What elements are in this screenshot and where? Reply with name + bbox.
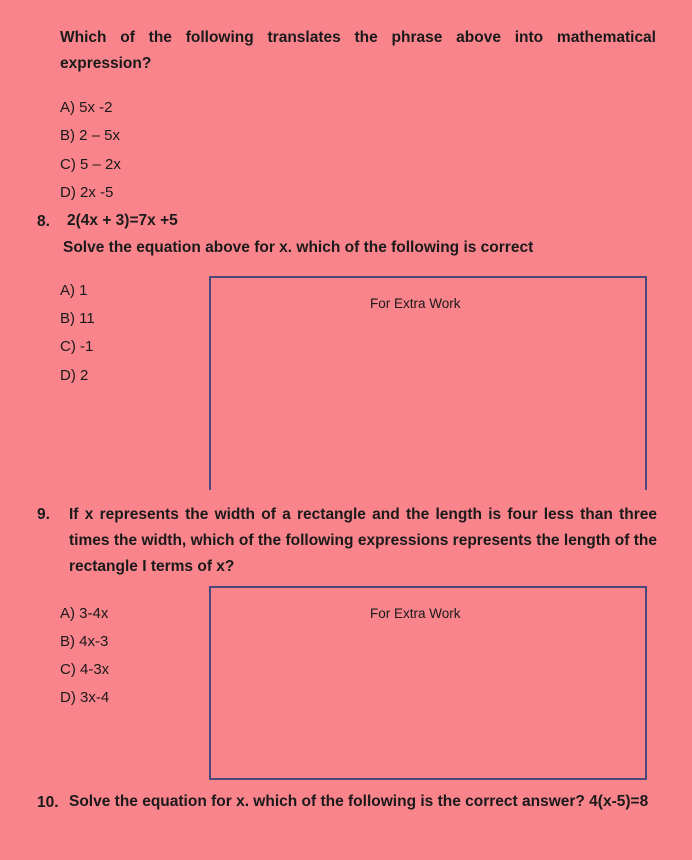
question-8-number: 8. <box>37 213 50 230</box>
question-7-text: Which of the following translates the phrase above into mathematical expression? <box>60 29 656 72</box>
q8-option-c[interactable]: C) -1 <box>60 338 94 355</box>
q9-option-c[interactable]: C) 4-3x <box>60 661 110 678</box>
q7-option-c[interactable]: C) 5 – 2x <box>60 156 121 173</box>
question-9-text: If x represents the width of a rectangle and the length is four less than three times the width, which of the following expressions represents the length of the rectangle I terms of x? <box>69 506 657 575</box>
q7-option-d[interactable]: D) 2x -5 <box>60 184 114 201</box>
question-8-prompt: Solve the equation above for x. which of the following is correct <box>63 239 534 256</box>
question-8-equation: 2(4x + 3)=7x +5 <box>67 212 178 229</box>
question-10-number: 10. <box>37 794 59 811</box>
q9-extra-work-label: For Extra Work <box>370 606 461 621</box>
question-9-number: 9. <box>37 506 50 523</box>
q8-option-a[interactable]: A) 1 <box>60 282 88 299</box>
q8-option-b[interactable]: B) 11 <box>60 310 95 327</box>
question-10-text: Solve the equation for x. which of the following is the correct answer? 4(x-5)=8 <box>69 793 649 810</box>
q7-option-a[interactable]: A) 5x -2 <box>60 99 113 116</box>
q8-extra-work-label: For Extra Work <box>370 296 461 311</box>
q9-option-b[interactable]: B) 4x-3 <box>60 633 109 650</box>
q8-option-d[interactable]: D) 2 <box>60 367 89 384</box>
q9-option-a[interactable]: A) 3-4x <box>60 605 109 622</box>
q7-option-b[interactable]: B) 2 – 5x <box>60 127 121 144</box>
q9-option-d[interactable]: D) 3x-4 <box>60 689 110 706</box>
